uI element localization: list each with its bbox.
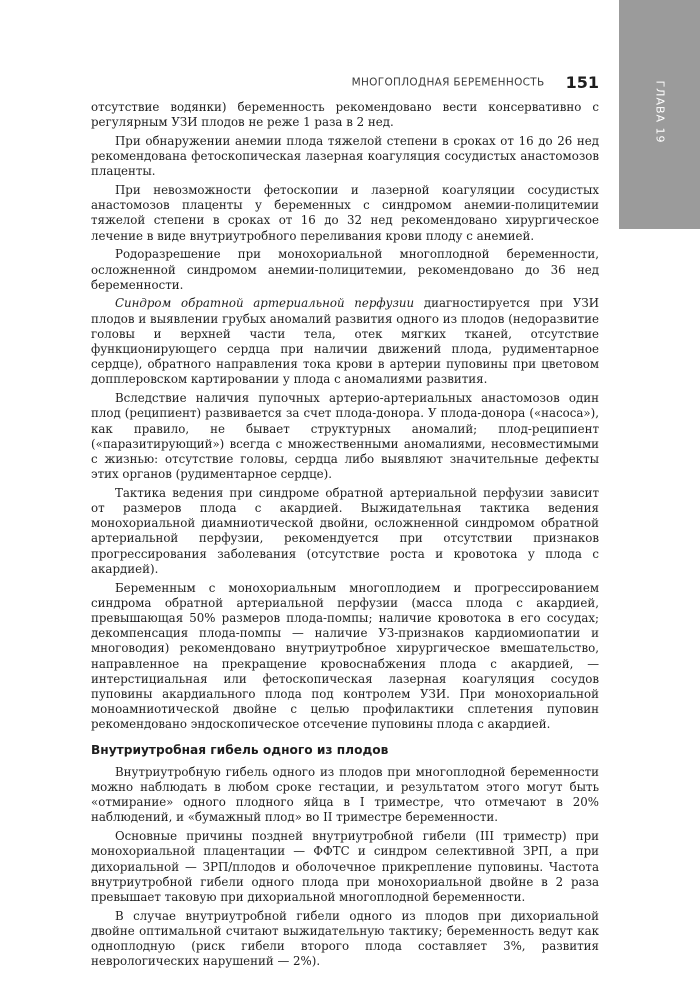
running-header	[0, 72, 599, 92]
section-heading: Внутриутробная гибель одного из плодов	[91, 742, 389, 757]
paragraph: В случае внутриутробной гибели одного из плодов при дихориальной двойне оптимальной считают выжидательную тактику; беременность ведут как одноплодную (риск гибели второго плода составляет 3%, развития неврологических нарушений — 2%).	[91, 908, 599, 969]
paragraph: Основные причины поздней внутриутробной гибели (III триместр) при монохориальной плацентации — ФФТС и синдром селективной ЗРП, а при дихориальной — ЗРП/плодов и оболочечное прикрепление пуповины. Частота внутриутробной гибели одного плода при монохориальной двойне в 2 раза превышает таковую при дихориальной многоплодной беременности.	[91, 829, 599, 904]
paragraph: Родоразрешение при монохориальной многоплодной беременности, осложненной синдромом анемии-полицитемии, рекомендовано до 36 нед беременности.	[91, 247, 599, 292]
page-number: 151	[565, 73, 599, 92]
paragraph-text: диагностируется при УЗИ плодов и выявлении грубых аномалий развития одного из плодов (недоразвитие головы и верхней части тела, отек мягких тканей, отсутствие функционирующего сердца при наличии движений плода, рудиментарное сердце), обратного направления тока крови в артерии пуповины при цветовом допплеровском картировании у плода с аномалиями развития.	[91, 296, 600, 387]
paragraph: Беременным с монохориальным многоплодием и прогрессированием синдрома обратной артериальной перфузии (масса плода с акардией, превышающая 50% размеров плода-помпы; наличие кровотока в его сосудах; декомпенсация плода-помпы — наличие УЗ-признаков кардиомиопатии и многоводия) рекомендовано внутриутробное хирургическое вмешательство, направленное на прекращение кровоснабжения плода с акардией, — интерстициальная или фетоскопическая лазерная коагуляция сосудов пуповины акардиального плода под контролем УЗИ. При монохориальной моноамниотической двойне с целью профилактики сплетения пуповин рекомендовано эндоскопическое отсечение пуповины плода с акардией.	[91, 580, 599, 732]
term-lead: Синдром обратной артериальной перфузии	[115, 296, 415, 311]
running-title: МНОГОПЛОДНАЯ БЕРЕМЕННОСТЬ	[351, 76, 545, 89]
chapter-tab-label: ГЛАВА 19	[653, 80, 666, 144]
paragraph: Вследствие наличия пупочных артерио-артериальных анастомозов один плод (реципиент) развивается за счет плода-донора. У плода-донора («насоса»), как правило, не бывает структурных аномалий; плод-реципиент («паразитирующий») всегда с множественными аномалиями, несовместимыми с жизнью: отсутствие головы, сердца либо выявляют значительные дефекты этих органов (рудиментарное сердце).	[91, 391, 599, 482]
paragraph: Внутриутробную гибель одного из плодов при многоплодной беременности можно наблюдать в любом сроке гестации, и результатом этого могут быть «отмирание» одного плодного яйца в I триместре, что отмечают в 20% наблюдений, и «бумажный плод» во II триместре беременности.	[91, 764, 599, 825]
paragraph: При обнаружении анемии плода тяжелой степени в сроках от 16 до 26 нед рекомендована фетоскопическая лазерная коагуляция сосудистых анастомозов плаценты.	[91, 133, 599, 179]
paragraph: отсутствие водянки) беременность рекомендовано вести консервативно с регулярным УЗИ плодов не реже 1 раза в 2 нед.	[91, 100, 599, 130]
paragraph-trap	[91, 296, 599, 387]
paragraph: При невозможности фетоскопии и лазерной коагуляции сосудистых анастомозов плаценты у беременных с синдромом анемии-полицитемии тяжелой степени в сроках от 16 до 32 нед рекомендовано хирургическое лечение в виде внутриутробного переливания крови плоду с анемией.	[91, 183, 599, 243]
paragraph: Тактика ведения при синдроме обратной артериальной перфузии зависит от размеров плода с акардией. Выжидательная тактика ведения монохориальной диамниотической двойни, осложненной синдромом обратной артериальной перфузии, рекомендуется при отсутствии признаков прогрессирования заболевания (отсутствие роста и кровотока у плода с акардией).	[91, 485, 599, 576]
chapter-tab	[619, 0, 700, 229]
page-body	[91, 100, 599, 973]
